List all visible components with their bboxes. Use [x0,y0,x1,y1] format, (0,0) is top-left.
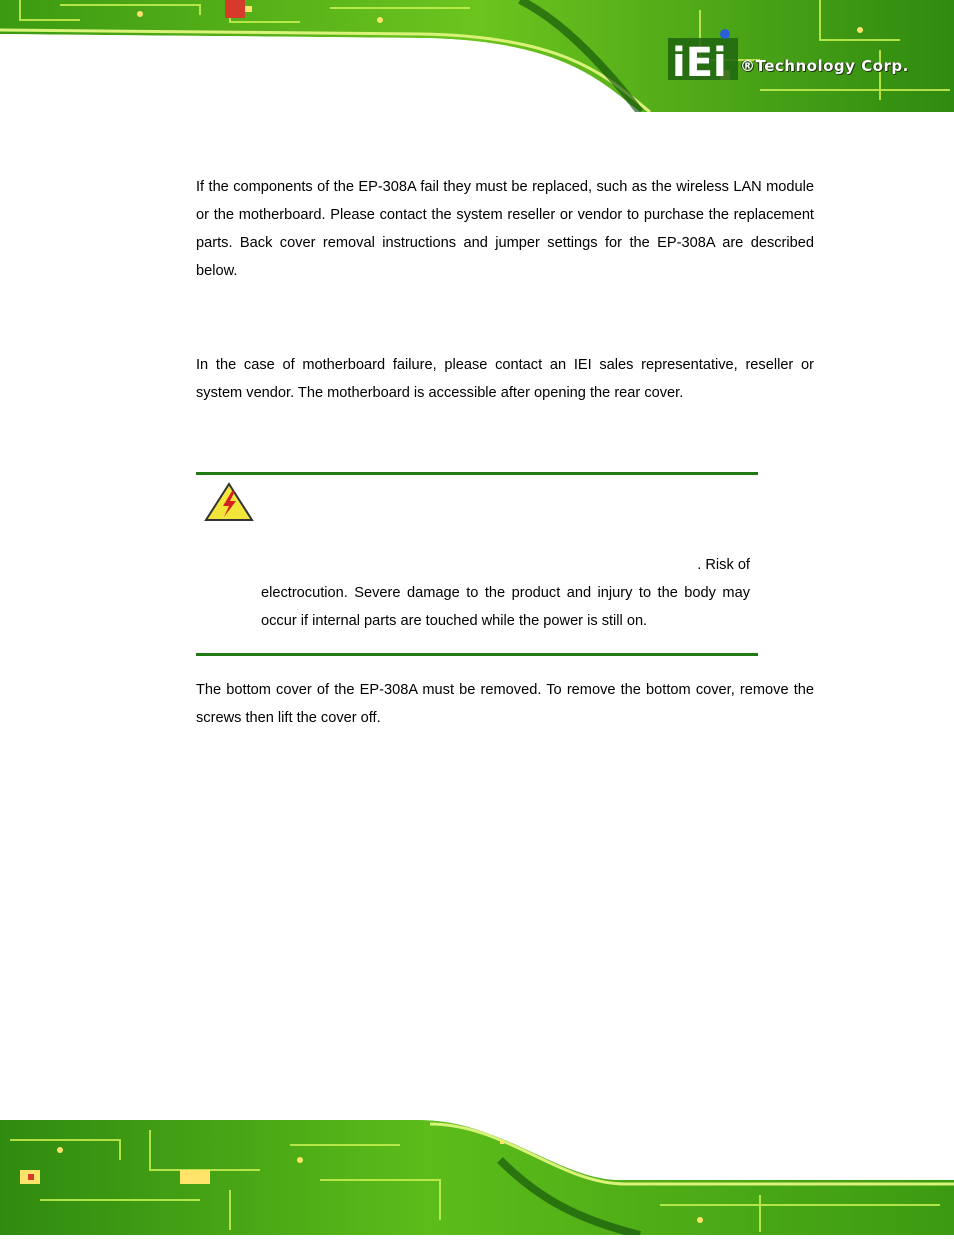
pcb-header-graphic [0,0,954,112]
warning-body: electrocution. Severe damage to the product and injury to the body may occur if internal parts are touched while the power is still on. [261,585,750,629]
pcb-footer-graphic [0,1120,954,1235]
iei-logo-mark: iEi [672,40,727,86]
company-logo-text: ®Technology Corp. [740,57,909,75]
header-banner [0,0,954,112]
warning-top-rule [196,472,758,475]
warning-text [261,551,750,635]
warning-triangle-icon [204,482,254,522]
warning-bottom-rule [196,653,758,656]
bottom-cover-paragraph: The bottom cover of the EP-308A must be removed. To remove the bottom cover, remove the screws then lift the cover off. [196,682,814,726]
footer-banner [0,1120,954,1235]
motherboard-paragraph: In the case of motherboard failure, please contact an IEI sales representative, reseller or system vendor. The motherboard is accessible after opening the rear cover. [196,357,814,401]
warning-lead: . Risk of [697,557,750,573]
intro-paragraph: If the components of the EP-308A fail they must be replaced, such as the wireless LAN module or the motherboard. Please contact the system reseller or vendor to purchase the replacement parts. Back cover removal instructions and jumper settings for the EP-308A are described below. [196,179,814,279]
